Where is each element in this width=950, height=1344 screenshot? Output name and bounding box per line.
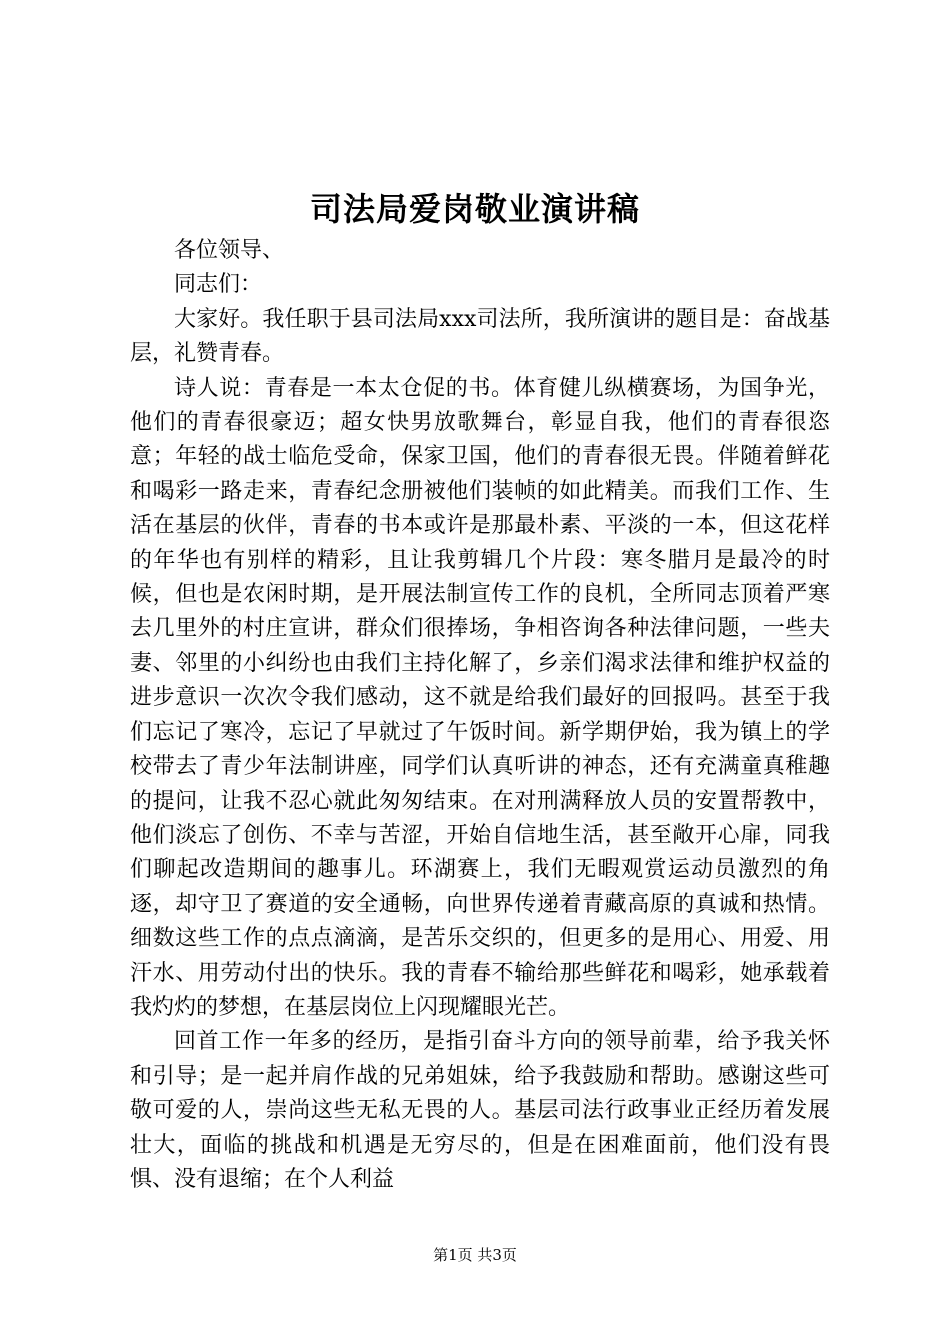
paragraph-looking-back: 回首工作一年多的经历，是指引奋斗方向的领导前辈，给予我关怀和引导；是一起并肩作战的兄弟姐妹，给予我鼓励和帮助。感谢这些可敬可爱的人，崇尚这些无私无畏的人。基层司法行政事业正经历着发展壮大，面临的挑战和机遇是无穷尽的，但是在困难面前，他们没有畏惧、没有退缩；在个人利益	[130, 1029, 830, 1192]
paragraph-poet-says: 诗人说：青春是一本太仓促的书。体育健儿纵横赛场，为国争光，他们的青春很豪迈；超女快男放歌舞台，彰显自我，他们的青春很恣意；年轻的战士临危受命，保家卫国，他们的青春很无畏。伴随着鲜花和喝彩一路走来，青春纪念册被他们装帧的如此精美。而我们工作、生活在基层的伙伴，青春的书本或许是那最朴素、平淡的一本，但这花样的年华也有别样的精彩，且让我剪辑几个片段：寒冬腊月是最冷的时候，但也是农闲时期，是开展法制宣传工作的良机，全所同志顶着严寒去几里外的村庄宣讲，群众们很捧场，争相咨询各种法律问题，一些夫妻、邻里的小纠纷也由我们主持化解了，乡亲们渴求法律和维护权益的进步意识一次次令我们感动，这不就是给我们最好的回报吗。甚至于我们忘记了寒冷，忘记了早就过了午饭时间。新学期伊始，我为镇上的学校带去了青少年法制讲座，同学们认真听讲的神态，还有充满童真稚趣的提问，让我不忍心就此匆匆结束。在对刑满释放人员的安置帮教中，他们淡忘了创伤、不幸与苦涩，开始自信地生活，甚至敞开心扉，同我们聊起改造期间的趣事儿。环湖赛上，我们无暇观赏运动员激烈的角逐，却守卫了赛道的安全通畅，向世界传递着青藏高原的真诚和热情。细数这些工作的点点滴滴，是苦乐交织的，但更多的是用心、用爱、用汗水、用劳动付出的快乐。我的青春不输给那些鲜花和喝彩，她承载着我灼灼的梦想，在基层岗位上闪现耀眼光芒。	[130, 375, 830, 1020]
document-body	[130, 234, 830, 1197]
paragraph-greeting: 大家好。我任职于县司法局xxx司法所，我所演讲的题目是：奋战基层，礼赞青春。	[130, 306, 830, 367]
salutation-comrades: 同志们：	[174, 272, 263, 298]
document-title: 司法局爱岗敬业演讲稿	[309, 190, 640, 228]
salutation-leaders: 各位领导、	[174, 238, 285, 263]
page-number-footer: 第1页 共3页	[433, 1246, 517, 1264]
